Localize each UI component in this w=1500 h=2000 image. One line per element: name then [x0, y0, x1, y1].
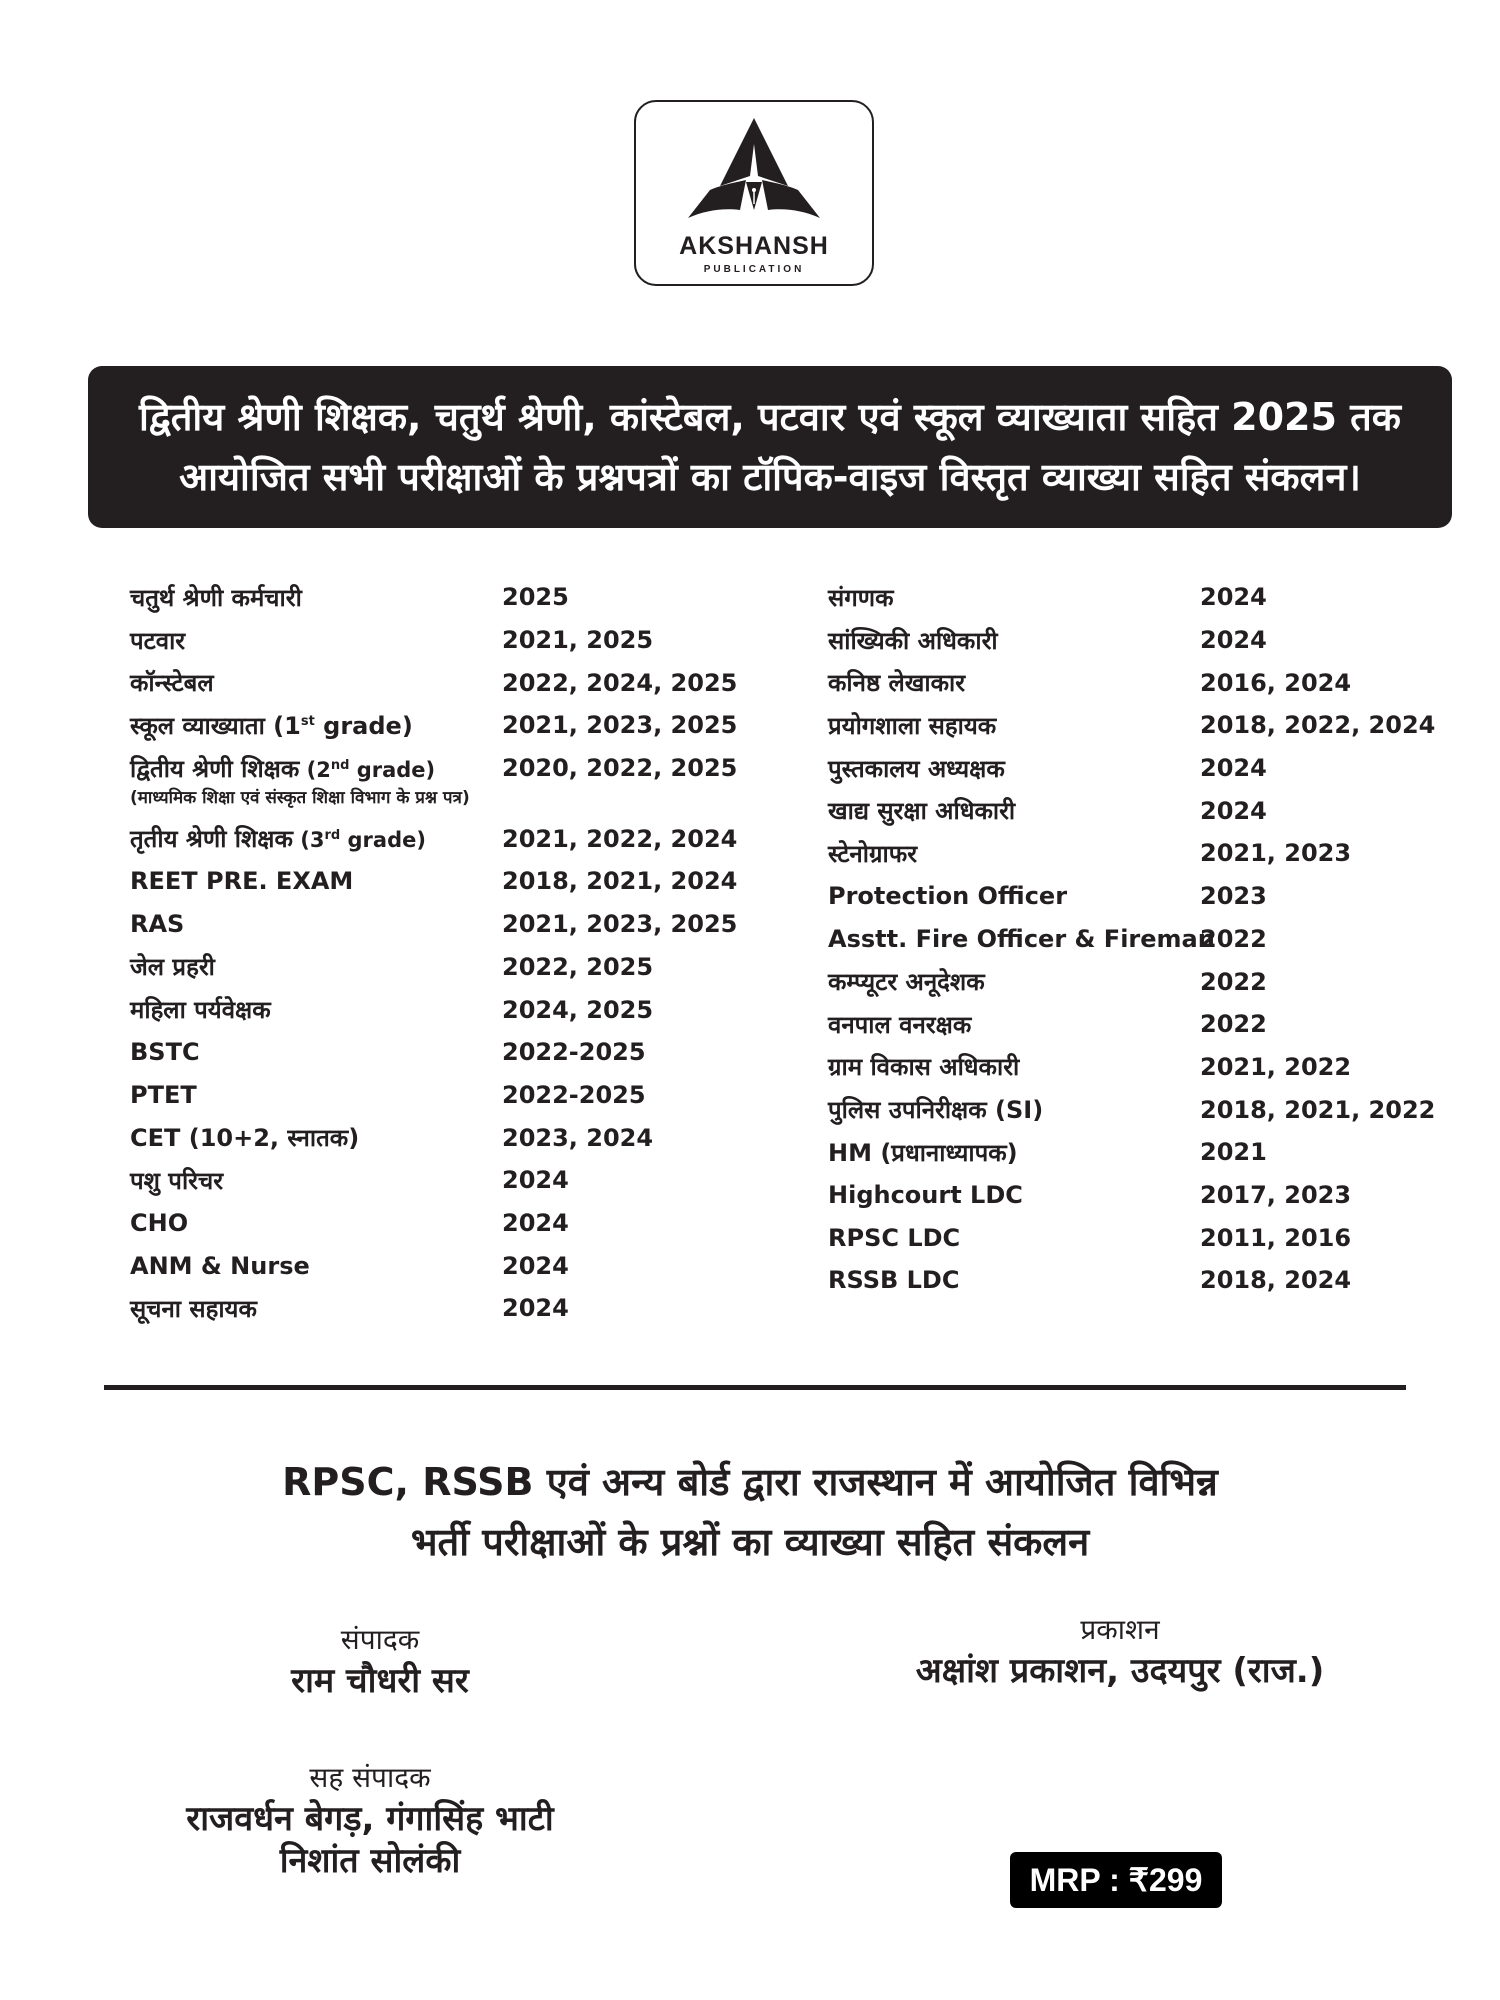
list-item — [828, 1174, 1435, 1217]
exam-years: 2020, 2022, 2025 — [502, 754, 738, 783]
list-item — [828, 1088, 1435, 1131]
exam-years: 2024 — [1200, 796, 1267, 825]
exam-years: 2021, 2022, 2024 — [502, 824, 738, 853]
exam-years: 2017, 2023 — [1200, 1180, 1352, 1209]
exam-name: Protection Officer — [828, 882, 1068, 911]
publisher-credit — [880, 1610, 1360, 1692]
exam-years: 2023 — [1200, 882, 1267, 911]
exam-years: 2021 — [1200, 1138, 1267, 1167]
exam-name: द्वितीय श्रेणी शिक्षक (2nd grade) — [130, 754, 436, 783]
editor-name: राम चौधरी सर — [291, 1661, 469, 1701]
exam-years: 2022 — [1200, 924, 1267, 953]
exam-years: 2024 — [1200, 626, 1267, 655]
exam-years: 2022-2025 — [502, 1038, 646, 1067]
title-banner — [88, 366, 1452, 528]
exam-years: 2022-2025 — [502, 1080, 646, 1109]
triangle-pen-nib-icon — [684, 114, 824, 226]
editor-label: संपादक — [340, 1623, 420, 1656]
exam-name: पुस्तकालय अध्यक्षक — [828, 754, 1005, 783]
co-editor-label: सह संपादक — [309, 1761, 431, 1794]
exam-years: 2024 — [1200, 583, 1267, 612]
exam-years: 2024 — [502, 1294, 569, 1323]
exam-name: CHO — [130, 1208, 189, 1237]
list-item — [828, 576, 1435, 619]
exam-years: 2022, 2025 — [502, 952, 654, 981]
co-editor-credit — [120, 1758, 620, 1882]
exam-name: चतुर्थ श्रेणी कर्मचारी — [130, 583, 302, 612]
publisher-label: प्रकाशन — [1080, 1613, 1160, 1646]
list-item — [828, 661, 1435, 704]
exam-name: वनपाल वनरक्षक — [828, 1010, 972, 1039]
exam-name: प्रयोगशाला सहायक — [828, 711, 997, 740]
exam-years: 2018, 2022, 2024 — [1200, 711, 1436, 740]
exam-name: कनिष्ठ लेखाकार — [828, 669, 966, 698]
co-editor-names: राजवर्धन बेगड़, गंगासिंह भाटी — [186, 1799, 554, 1839]
exam-years: 2021, 2023, 2025 — [502, 711, 738, 740]
list-item — [130, 661, 737, 704]
exam-years: 2024, 2025 — [502, 995, 654, 1024]
exam-years: 2024 — [502, 1251, 569, 1280]
exam-years: 2018, 2024 — [1200, 1266, 1352, 1295]
exam-years: 2021, 2023, 2025 — [502, 910, 738, 939]
list-item — [828, 1046, 1435, 1089]
exam-years: 2024 — [1200, 754, 1267, 783]
list-item — [828, 704, 1435, 747]
banner-line-2: आयोजित सभी परीक्षाओं के प्रश्नपत्रों का टॉपिक-वाइज विस्तृत व्याख्या सहित संकलन। — [179, 455, 1361, 499]
exam-name: पटवार — [130, 626, 186, 655]
section-divider — [104, 1385, 1406, 1390]
list-item — [130, 903, 737, 946]
list-item — [130, 1287, 737, 1330]
exam-list-right — [828, 576, 1435, 1302]
banner-line-1: द्वितीय श्रेणी शिक्षक, चतुर्थ श्रेणी, कांस्टेबल, पटवार एवं स्कूल व्याख्याता सहित 2025 तक — [139, 395, 1401, 439]
exam-years: 2023, 2024 — [502, 1123, 654, 1152]
list-item — [130, 988, 737, 1031]
list-item — [130, 946, 737, 989]
exam-years: 2025 — [502, 583, 569, 612]
exam-years: 2021, 2022 — [1200, 1052, 1352, 1081]
editor-credit — [180, 1620, 580, 1702]
sub-heading-line-1: RPSC, RSSB एवं अन्य बोर्ड द्वारा राजस्थान में आयोजित विभिन्न — [282, 1460, 1218, 1504]
exam-name: खाद्य सुरक्षा अधिकारी — [828, 797, 1016, 826]
exam-years: 2022, 2024, 2025 — [502, 668, 738, 697]
exam-name: स्कूल व्याख्याता (1st grade) — [130, 711, 413, 740]
list-item — [828, 918, 1435, 961]
logo-brand-name: AKSHANSH — [679, 232, 829, 260]
exam-name: कॉन्स्टेबल — [130, 669, 214, 698]
exam-years: 2024 — [502, 1208, 569, 1237]
exam-name: Highcourt LDC — [828, 1180, 1023, 1209]
exam-years: 2018, 2021, 2022 — [1200, 1095, 1436, 1124]
list-item — [130, 704, 737, 747]
sub-heading-line-2: भर्ती परीक्षाओं के प्रश्नों का व्याख्या सहित संकलन — [410, 1520, 1090, 1564]
list-item — [828, 747, 1435, 790]
exam-name: संगणक — [828, 583, 894, 612]
exam-name: RSSB LDC — [828, 1266, 960, 1295]
list-item — [828, 875, 1435, 918]
co-editor-names: निशांत सोलंकी — [279, 1841, 461, 1881]
list-item — [130, 576, 737, 619]
list-item — [828, 960, 1435, 1003]
list-item — [828, 619, 1435, 662]
exam-name: सूचना सहायक — [130, 1294, 257, 1323]
list-item — [828, 1003, 1435, 1046]
exam-years: 2021, 2023 — [1200, 839, 1352, 868]
price-badge: MRP : ₹299 — [1010, 1852, 1222, 1908]
list-item — [130, 619, 737, 662]
sub-heading — [180, 1452, 1320, 1572]
list-item — [130, 1202, 737, 1245]
exam-name: सांख्यिकी अधिकारी — [828, 626, 998, 655]
list-item — [130, 1116, 737, 1159]
exam-name: पुलिस उपनिरीक्षक (SI) — [828, 1096, 1044, 1125]
exam-years: 2022 — [1200, 1010, 1267, 1039]
list-item — [130, 1031, 737, 1074]
exam-years: 2021, 2025 — [502, 626, 654, 655]
list-item — [828, 1259, 1435, 1302]
exam-years: 2018, 2021, 2024 — [502, 867, 738, 896]
list-item — [828, 832, 1435, 875]
exam-name: महिला पर्यवेक्षक — [130, 996, 271, 1025]
list-item — [130, 747, 737, 790]
exam-name: PTET — [130, 1080, 197, 1109]
list-item — [130, 817, 737, 860]
exam-list-left — [130, 576, 737, 1330]
exam-name: ग्राम विकास अधिकारी — [828, 1053, 1020, 1082]
exam-name: REET PRE. EXAM — [130, 867, 354, 896]
exam-name: RAS — [130, 910, 185, 939]
list-item — [828, 1131, 1435, 1174]
exam-name: स्टेनोग्राफर — [828, 839, 918, 868]
exam-name: BSTC — [130, 1038, 200, 1067]
logo-subtitle: PUBLICATION — [703, 264, 805, 275]
list-item — [130, 860, 737, 903]
exam-years: 2011, 2016 — [1200, 1223, 1352, 1252]
exam-note: (माध्यमिक शिक्षा एवं संस्कृत शिक्षा विभाग के प्रश्न पत्र) — [130, 788, 470, 809]
list-item — [828, 1216, 1435, 1259]
exam-name: ANM & Nurse — [130, 1251, 310, 1280]
exam-name: Asstt. Fire Officer & Fireman — [828, 924, 1215, 953]
list-item — [130, 1159, 737, 1202]
exam-name: जेल प्रहरी — [130, 953, 215, 982]
list-item — [130, 1074, 737, 1117]
exam-name: तृतीय श्रेणी शिक्षक (3rd grade) — [130, 825, 426, 854]
exam-years: 2016, 2024 — [1200, 668, 1352, 697]
list-item — [130, 1244, 737, 1287]
exam-name: पशु परिचर — [130, 1166, 224, 1195]
exam-name: CET (10+2, स्नातक) — [130, 1124, 360, 1153]
publisher-logo — [634, 100, 874, 286]
list-item — [828, 789, 1435, 832]
exam-name: RPSC LDC — [828, 1223, 961, 1252]
exam-years: 2022 — [1200, 967, 1267, 996]
exam-name: HM (प्रधानाध्यापक) — [828, 1138, 1018, 1167]
publisher-name: अक्षांश प्रकाशन, उदयपुर (राज.) — [915, 1651, 1325, 1691]
exam-years: 2024 — [502, 1166, 569, 1195]
exam-name: कम्प्यूटर अनूदेशक — [828, 968, 985, 997]
